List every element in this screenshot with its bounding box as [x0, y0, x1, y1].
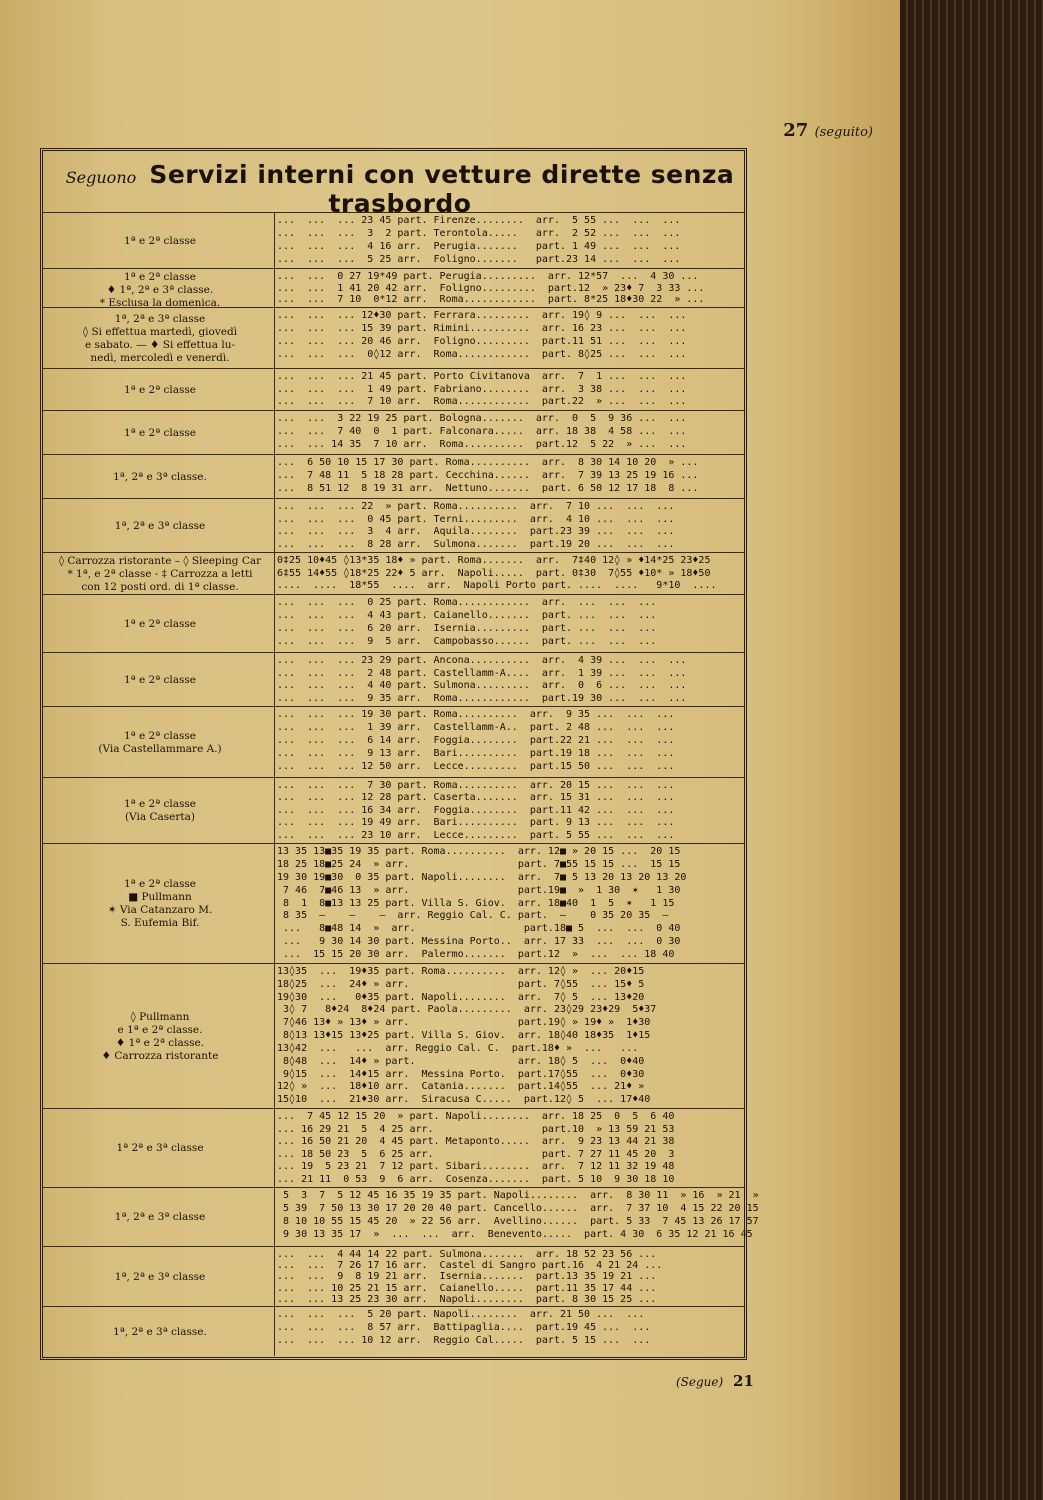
timetable-row: ... ... 10 25 21 15 arr. Caianello..... part.11 35 17 44 ... — [277, 1282, 657, 1294]
timetable-row: 3◊ 7 8♦24 8♦24 part. Paola......... arr. 23◊29 23♦29 5♦37 — [277, 1004, 657, 1016]
timetable-row: 13 35 13■35 19 35 part. Roma.......... arr. 12■ » 20 15 ... 20 15 — [277, 846, 681, 857]
footer-folio: 21 — [733, 1372, 754, 1390]
timetable-row: 19◊30 ... 0♦35 part. Napoli........ arr. 7◊ 5 ... 13♦20 — [277, 991, 645, 1003]
timetable-row: ... ... 0 27 19*49 part. Perugia......... arr. 12*57 ... 4 30 ... — [277, 271, 699, 282]
timetable-row: ... 21 11 0 53 9 6 arr. Cosenza....... part. 5 10 9 30 18 10 — [277, 1173, 675, 1185]
service-description: 1ª e 2ª classe — [123, 617, 197, 630]
service-block — [42, 268, 745, 307]
timetable-row: ... 16 50 21 20 4 45 part. Metaponto..... arr. 9 23 13 44 21 38 — [277, 1136, 675, 1147]
timetable-row: ... ... 4 44 14 22 part. Sulmona....... arr. 18 52 23 56 ... — [277, 1249, 657, 1260]
timetable-row: ... 19 5 23 21 7 12 part. Sibari........ arr. 7 12 11 32 19 48 — [277, 1161, 675, 1172]
service-block — [42, 368, 745, 410]
column-divider — [274, 707, 275, 777]
timetable-row: ... ... ... 6 20 arr. Isernia......... part. ... ... ... — [277, 623, 657, 634]
timetable-row: ... ... ... 8 28 arr. Sulmona....... part.19 20 ... ... ... — [277, 538, 675, 550]
timetable-row: ... ... ... 23 29 part. Ancona.......... arr. 4 39 ... ... ... — [277, 655, 687, 666]
timetable-row: ... ... ... 9 5 arr. Campobasso...... part. ... ... ... — [277, 636, 657, 647]
timetable-row: 19 30 19■30 0 35 part. Napoli........ arr. 7■ 5 13 20 13 20 13 20 — [277, 871, 687, 883]
page-number — [783, 120, 873, 141]
column-divider — [274, 653, 275, 706]
service-description: ◊ Pullmann e 1ª e 2ª classe. ♦ 1ª e 2ª classe. ♦ Carrozza ristorante — [101, 1010, 219, 1062]
timetable-row: ... 8 51 12 8 19 31 arr. Nettuno....... part. 6 50 12 17 18 8 ... — [277, 483, 699, 494]
service-block — [42, 307, 745, 368]
timetable-row: 18◊25 ... 24♦ » arr. part. 7◊55 ... 15♦ 5 — [277, 978, 645, 990]
title-prefix: Seguono — [65, 168, 137, 187]
timetable-row: ... ... ... 20 46 arr. Foligno......... part.11 51 ... ... ... — [277, 336, 687, 347]
timetable-row: ... ... ... 3 4 arr. Aquila........ part.23 39 ... ... ... — [277, 526, 675, 537]
timetable-row: 15◊10 ... 21♦30 arr. Siracusa C..... part.12◊ 5 ... 17♦40 — [277, 1094, 651, 1106]
column-divider — [274, 595, 275, 652]
timetable-row: ... ... ... 19 30 part. Roma.......... arr. 9 35 ... ... ... — [277, 709, 675, 720]
timetable-row: ... ... 13 25 23 30 arr. Napoli........ part. 8 30 15 25 ... — [277, 1293, 657, 1305]
timetable-row: ... ... ... 15 39 part. Rimini.......... arr. 16 23 ... ... ... — [277, 323, 687, 334]
timetable-row: ... ... ... 8 57 arr. Battipaglia.... part.19 45 ... ... — [277, 1322, 651, 1333]
timetable-row: 13◊35 ... 19♦35 part. Roma.......... arr. 12◊ » ... 20♦15 — [277, 966, 645, 977]
service-block — [42, 454, 745, 498]
column-divider — [274, 308, 275, 368]
timetable-row: ... ... ... 5 25 arr. Foligno....... part.23 14 ... ... ... — [277, 254, 681, 265]
title-main: Servizi interni con vetture dirette senza trasbordo — [149, 160, 735, 218]
service-block — [42, 1108, 745, 1187]
timetable-row: 7 46 7■46 13 » arr. part.19■ » 1 30 ✶ 1 30 — [277, 884, 681, 896]
timetable-row: ... ... 7 40 0 1 part. Falconara..... arr. 18 38 4 58 ... ... — [277, 426, 687, 437]
service-block — [42, 652, 745, 706]
timetable-row: ... ... ... 12♦30 part. Ferrara......... arr. 19◊ 9 ... ... ... — [277, 310, 687, 321]
timetable-row: 8 35 — — — arr. Reggio Cal. C. part. — 0 35 20 35 — — [277, 910, 669, 922]
timetable-row: ... ... 14 35 7 10 arr. Roma.......... part.12 5 22 » ... ... — [277, 439, 687, 450]
timetable-row: ... ... ... 9 35 arr. Roma............ part.19 30 ... ... ... — [277, 692, 687, 704]
service-block — [42, 843, 745, 963]
footer — [676, 1372, 754, 1390]
service-block — [42, 777, 745, 843]
column-divider — [274, 1247, 275, 1306]
column-divider — [274, 553, 275, 594]
service-block — [42, 594, 745, 652]
column-divider — [274, 369, 275, 410]
service-description: 1ª 2ª e 3ª classe — [116, 1142, 204, 1154]
column-divider — [274, 778, 275, 843]
timetable-row: ... ... ... 23 10 arr. Lecce......... part. 5 55 ... ... ... — [277, 829, 675, 841]
service-block — [42, 552, 745, 594]
service-description: 1ª e 2ª classe (Via Castellammare A.) — [98, 729, 222, 755]
timetable-row: 8 10 10 55 15 45 20 » 22 56 arr. Avellino...... part. 5 33 7 45 13 26 17 57 — [277, 1216, 759, 1227]
timetable-row: 6‡55 14♦55 ◊18*25 22♦ 5 arr. Napoli..... part. 0‡30 7◊55 ♦10* » 18♦50 — [277, 567, 711, 579]
column-divider — [274, 1109, 275, 1187]
timetable-row: ... ... 7 10 0*12 arr. Roma............ part. 8*25 18♦30 22 » ... — [277, 294, 705, 306]
service-description: 1ª, 2ª e 3ª classe — [114, 519, 206, 532]
column-divider — [274, 1188, 275, 1246]
service-block — [42, 1187, 759, 1246]
timetable-row: ... 7 45 12 15 20 » part. Napoli........ arr. 18 25 0 5 6 40 — [277, 1111, 675, 1122]
timetable-row: ... 7 48 11 5 18 28 part. Cecchina...... arr. 7 39 13 25 19 16 ... — [277, 470, 699, 481]
service-block — [42, 1246, 745, 1306]
timetable-row: ... ... ... 7 30 part. Roma.......... arr. 20 15 ... ... ... — [277, 780, 675, 791]
service-description: 1ª e 2ª classe (Via Caserta) — [123, 798, 197, 823]
timetable-row: ... ... ... 1 39 arr. Castellamm-A.. part. 2 48 ... ... ... — [277, 722, 675, 733]
column-divider — [274, 213, 275, 268]
timetable-row: ... ... ... 19 49 arr. Bari.......... part. 9 13 ... ... ... — [277, 817, 675, 829]
service-description: 1ª e 2ª classe — [123, 673, 197, 686]
timetable-row: 0‡25 10♦45 ◊13*35 18♦ » part. Roma....... arr. 7‡40 12◊ » ♦14*25 23♦25 — [277, 555, 711, 566]
timetable-row: ... ... ... 5 20 part. Napoli........ arr. 21 50 ... ... — [277, 1309, 645, 1320]
timetable-row: ... 18 50 23 5 6 25 arr. part. 7 27 11 45 20 3 — [277, 1148, 675, 1160]
timetable-row: ... ... 9 8 19 21 arr. Isernia....... part.13 35 19 21 ... — [277, 1271, 657, 1283]
service-description: 1ª e 2ª classe — [123, 383, 197, 396]
column-divider — [274, 844, 275, 963]
timetable-row: ... ... ... 0 45 part. Terni......... arr. 4 10 ... ... ... — [277, 513, 675, 525]
service-block — [42, 706, 745, 777]
column-divider — [274, 499, 275, 552]
timetable-row: ... ... 3 22 19 25 part. Bologna....... arr. 0 5 9 36 ... ... — [277, 413, 687, 424]
service-description: 1ª, 2ª e 3ª classe. — [113, 470, 207, 483]
timetable-row: 5 39 7 50 13 30 17 20 20 40 part. Cancello...... arr. 7 37 10 4 15 22 20 15 — [277, 1203, 759, 1214]
timetable-row: ... ... 7 26 17 16 arr. Castel di Sangro part.16 4 21 24 ... — [277, 1260, 663, 1272]
timetable-row: 12◊ » ... 18♦10 arr. Catania....... part.14◊55 ... 21♦ » — [277, 1081, 645, 1093]
column-divider — [274, 1307, 275, 1356]
timetable-row: ... ... ... 0 25 part. Roma............ arr. ... ... ... — [277, 597, 657, 608]
timetable-row: ... 9 30 14 30 part. Messina Porto.. arr. 17 33 ... ... 0 30 — [277, 936, 681, 948]
page-title — [60, 160, 740, 218]
timetable-row: ... ... ... 22 » part. Roma.......... arr. 7 10 ... ... ... — [277, 501, 675, 512]
service-block — [42, 212, 745, 268]
footer-note: (Segue) — [676, 1375, 724, 1389]
service-description: 1ª e 2ª classe — [123, 426, 197, 439]
column-divider — [274, 269, 275, 307]
timetable-row: 8◊13 13♦15 13♦25 part. Villa S. Giov. arr. 18◊40 18♦35 1♦15 — [277, 1030, 651, 1042]
service-block — [42, 1306, 745, 1356]
timetable-row: ... ... 1 41 20 42 arr. Foligno......... part.12 » 23♦ 7 3 33 ... — [277, 282, 705, 294]
timetable-row: 18 25 18■25 24 » arr. part. 7■55 15 15 ... 15 15 — [277, 858, 681, 870]
service-block — [42, 410, 745, 454]
timetable-row: 9 30 13 35 17 » ... ... arr. Benevento..... part. 4 30 6 35 12 21 16 45 — [277, 1229, 753, 1240]
service-description: 1ª, 2ª e 3ª classe. — [113, 1325, 207, 1338]
service-block — [42, 498, 745, 552]
timetable-row: ... ... ... 23 45 part. Firenze........ arr. 5 55 ... ... ... — [277, 215, 681, 226]
timetable-row: 8 1 8■13 13 25 part. Villa S. Giov. arr. 18■40 1 5 ✶ 1 15 — [277, 897, 675, 909]
timetable-row: ... ... ... 0◊12 arr. Roma............ part. 8◊25 ... ... ... — [277, 349, 687, 360]
timetable-row: ... ... ... 16 34 arr. Foggia........ part.11 42 ... ... ... — [277, 804, 675, 816]
timetable-row: ... ... ... 3 2 part. Terontola..... arr. 2 52 ... ... ... — [277, 228, 681, 239]
column-divider — [274, 964, 275, 1108]
timetable-row: 8◊48 ... 14♦ » part. arr. 18◊ 5 ... 0♦40 — [277, 1055, 645, 1067]
page-number-suffix: (seguito) — [814, 125, 873, 140]
timetable-row: 9◊15 ... 14♦15 arr. Messina Porto. part.17◊55 ... 0♦30 — [277, 1068, 645, 1080]
page-number-value: 27 — [783, 120, 809, 141]
service-description: 1ª e 2ª classe ■ Pullmann ✶ Via Catanzaro M. S. Eufemia Bif. — [107, 878, 213, 929]
timetable-row: 13◊42 ... ... arr. Reggio Cal. C. part.18♦ » ... ... — [277, 1042, 639, 1054]
column-divider — [274, 455, 275, 498]
timetable-row: ... ... ... 6 14 arr. Foggia........ part.22 21 ... ... ... — [277, 735, 675, 746]
timetable-row: ... ... ... 4 43 part. Caianello....... part. ... ... ... — [277, 610, 657, 621]
timetable-row: ... ... ... 21 45 part. Porto Civitanova arr. 7 1 ... ... ... — [277, 371, 687, 382]
timetable-row: ... ... ... 10 12 arr. Reggio Cal..... part. 5 15 ... ... — [277, 1335, 651, 1346]
timetable-row: ... ... ... 4 16 arr. Perugia....... part. 1 49 ... ... ... — [277, 241, 681, 252]
timetable-row: ... ... ... 12 50 arr. Lecce......... part.15 50 ... ... ... — [277, 761, 675, 772]
column-divider — [274, 411, 275, 454]
timetable-row: ... ... ... 1 49 part. Fabriano........ arr. 3 38 ... ... ... — [277, 383, 687, 395]
timetable-row: ... ... ... 9 13 arr. Bari.......... part.19 18 ... ... ... — [277, 748, 675, 759]
timetable-row: ... ... ... 2 48 part. Castellamm-A.... arr. 1 39 ... ... ... — [277, 667, 687, 679]
service-description: 1ª e 2ª classe — [123, 234, 197, 247]
service-description: 1ª e 2ª classe ♦ 1ª, 2ª e 3ª classe. * Esclusa la domenica. — [99, 271, 221, 309]
timetable-row: ... 8■48 14 » arr. part.18■ 5 ... ... 0 40 — [277, 923, 681, 935]
page-edge — [900, 0, 1043, 1500]
service-description: ◊ Carrozza ristorante – ◊ Sleeping Car * 1ª, e 2ª classe - ‡ Carrozza a letti con 12 posti ord. di 1ª classe. — [58, 555, 262, 593]
timetable-row: ... 16 29 21 5 4 25 arr. part.10 » 13 59 21 53 — [277, 1123, 675, 1135]
timetable-row: .... .... 18*55 .... arr. Napoli Porto part. .... .... 9*10 .... — [277, 580, 717, 592]
timetable-row: 5 3 7 5 12 45 16 35 19 35 part. Napoli........ arr. 8 30 11 » 16 » 21 » — [277, 1190, 759, 1201]
service-description: 1ª, 2ª e 3ª classe — [114, 1211, 206, 1223]
service-description: 1ª, 2ª e 3ª classe ◊ Si effettua martedì, giovedì e sabato. — ♦ Si effettua lu- nedì, mercoledì e venerdì. — [82, 312, 238, 364]
timetable-row: ... 6 50 10 15 17 30 part. Roma.......... arr. 8 30 14 10 20 » ... — [277, 457, 699, 468]
timetable-row: ... ... ... 12 28 part. Caserta....... arr. 15 31 ... ... ... — [277, 792, 675, 804]
timetable-row: ... ... ... 7 10 arr. Roma............ part.22 » ... ... ... — [277, 396, 687, 408]
timetable-row: ... ... ... 4 40 part. Sulmona......... arr. 0 6 ... ... ... — [277, 680, 687, 691]
service-description: 1ª, 2ª e 3ª classe — [114, 1270, 206, 1283]
service-block — [42, 963, 745, 1108]
timetable-row: 7◊46 13♦ » 13♦ » arr. part.19◊ » 19♦ » 1♦30 — [277, 1017, 651, 1029]
timetable-row: ... 15 15 20 30 arr. Palermo....... part.12 » ... ... 18 40 — [277, 949, 675, 961]
